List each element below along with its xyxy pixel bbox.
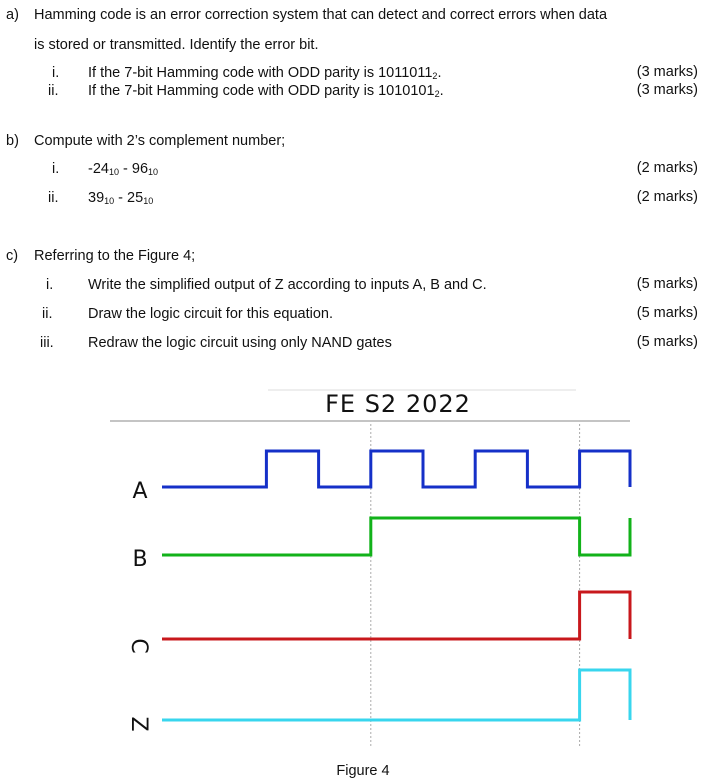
question-b-item-marks: (2 marks): [636, 189, 698, 205]
question-b-item-expr: $39_{10} - 25_{10}$: [88, 190, 154, 206]
question-a-letter: a): [6, 7, 19, 23]
question-a-item-num: ii.: [48, 83, 59, 99]
question-c-item-marks: (5 marks): [636, 276, 698, 292]
question-c-item-text: Write the simplified output of Z according to inputs A, B and C.: [88, 277, 487, 293]
question-c-text: Referring to the Figure 4;: [34, 248, 196, 264]
question-c-item-num: ii.: [42, 306, 53, 322]
figure-title: FE S2 2022: [325, 390, 471, 418]
signal-b-label: B: [132, 547, 148, 572]
signal-z-label: Z: [126, 716, 151, 732]
question-a-item-num: i.: [52, 65, 60, 81]
signal-z-waveform: [162, 670, 630, 720]
signal-b-waveform: [162, 518, 630, 555]
question-a-item-marks: (3 marks): [636, 82, 698, 98]
question-c-letter: c): [6, 248, 19, 264]
question-c-item-text: Redraw the logic circuit using only NAND gates: [88, 335, 392, 351]
question-b-text: Compute with 2’s complement number;: [34, 133, 286, 149]
gridlines: [371, 424, 704, 748]
timing-diagram: [0, 380, 704, 784]
question-b-item-expr: $-24_{10} - 96_{10}$: [88, 161, 159, 177]
question-c-item-num: iii.: [40, 335, 54, 351]
signal-a-waveform: [162, 451, 630, 487]
question-b-item-marks: (2 marks): [636, 160, 698, 176]
question-c-item-marks: (5 marks): [636, 334, 698, 350]
question-b-letter: b): [6, 133, 19, 149]
signal-a-label: A: [132, 479, 148, 504]
figure-caption: Figure 4: [336, 763, 390, 779]
question-a-text-line1: Hamming code is an error correction system that can detect and correct errors when data: [34, 7, 608, 23]
question-c-item-marks: (5 marks): [636, 305, 698, 321]
question-a-item-marks: (3 marks): [636, 64, 698, 80]
question-a-item-text: If the 7-bit Hamming code with ODD parity is $1011011_2$.: [88, 65, 442, 81]
question-c-item-num: i.: [46, 277, 54, 293]
signal-waveforms: [126, 451, 630, 732]
question-b-item-num: ii.: [48, 190, 59, 206]
question-a-text-line2: is stored or transmitted. Identify the error bit.: [34, 37, 319, 53]
question-b-item-num: i.: [52, 161, 60, 177]
signal-c-label: C: [126, 638, 151, 654]
question-c-item-text: Draw the logic circuit for this equation.: [88, 306, 333, 322]
question-a-item-text: If the 7-bit Hamming code with ODD parity is $1010101_2$.: [88, 83, 444, 99]
signal-c-waveform: [162, 592, 630, 639]
